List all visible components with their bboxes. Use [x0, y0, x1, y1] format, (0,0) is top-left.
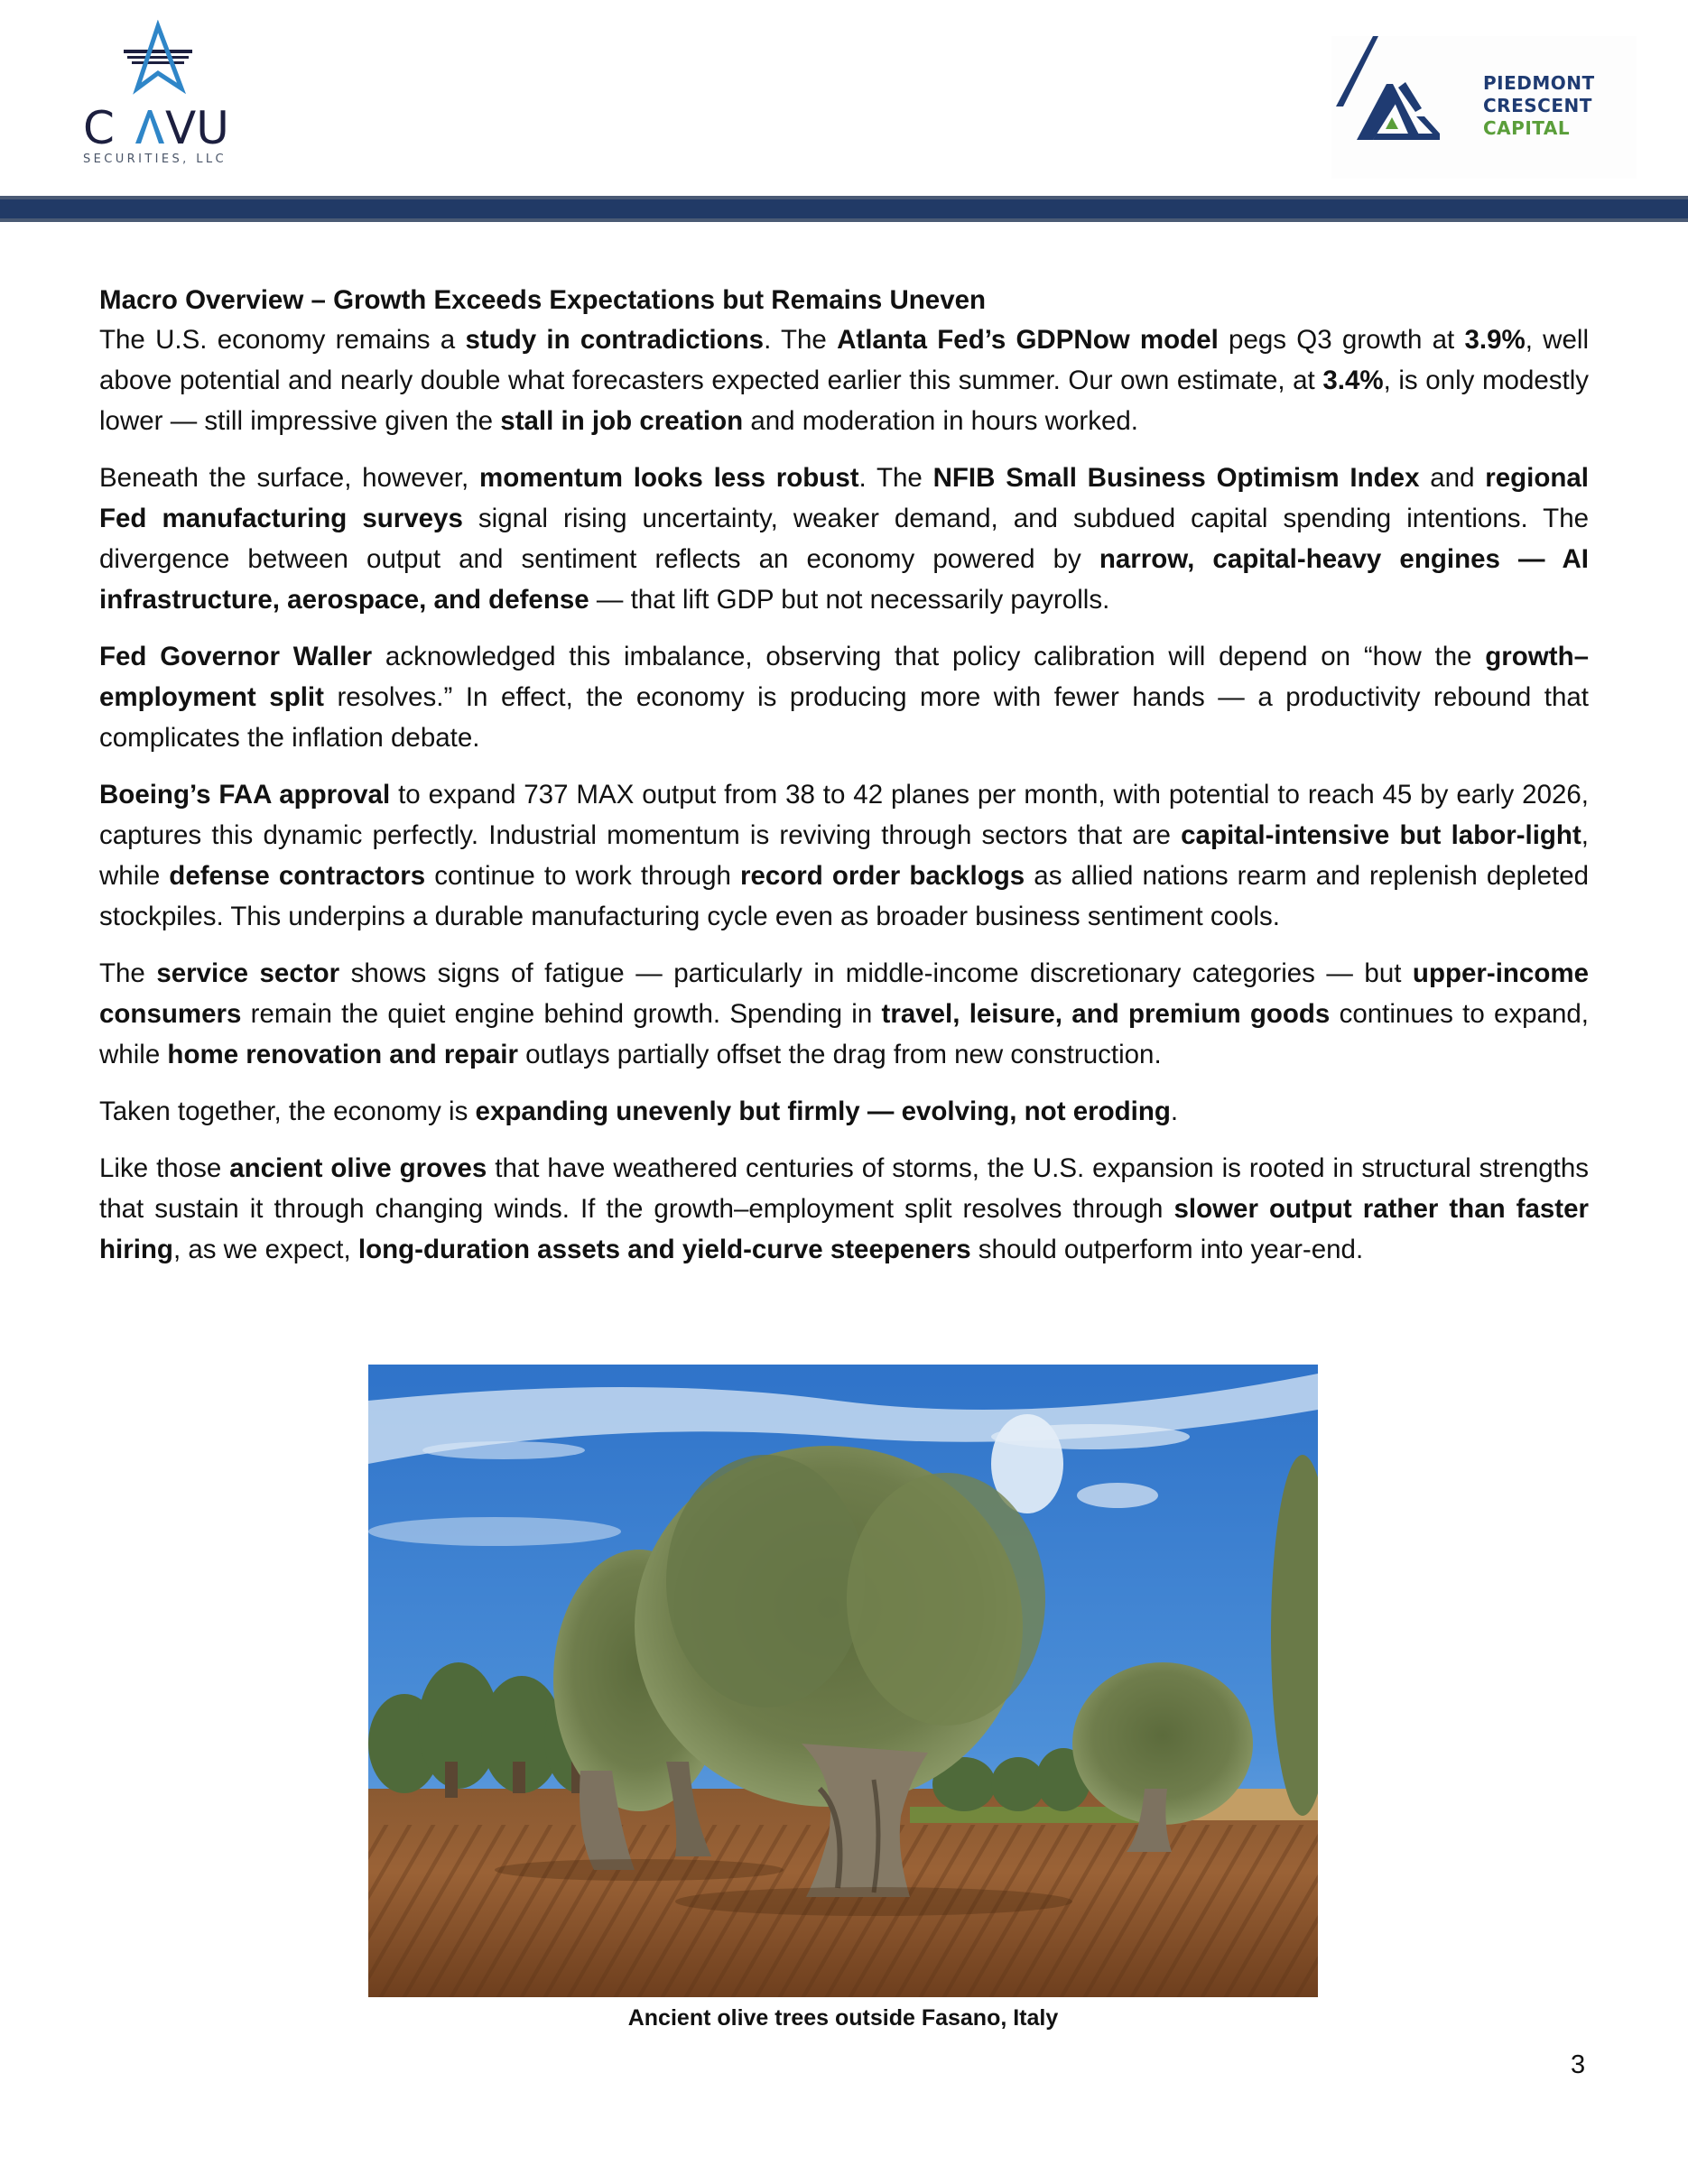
bold-phrase: study in contradictions [465, 325, 765, 355]
bold-phrase: NFIB Small Business Optimism Index [932, 463, 1420, 493]
bold-phrase: growth–employment split [99, 642, 1589, 712]
text-run: continue to work through [425, 861, 740, 891]
page-number: 3 [1571, 2050, 1586, 2079]
paragraph [99, 774, 1589, 937]
olive-trees-photo [368, 1365, 1318, 1997]
bold-phrase: narrow, capital-heavy engines — AI infrastructure, aerospace, and defense [99, 544, 1590, 615]
bold-phrase: ancient olive groves [229, 1153, 487, 1183]
section-heading: Macro Overview – Growth Exceeds Expectations but Remains Uneven [99, 285, 987, 315]
text-run: and [1419, 463, 1486, 493]
text-run: , as we expect, [172, 1235, 358, 1264]
text-run: Taken together, the economy is [99, 1097, 476, 1126]
bold-phrase: defense contractors [169, 861, 426, 891]
text-run: The [99, 958, 157, 988]
pcc-wordmark [1483, 72, 1595, 140]
text-run: — that lift GDP but not necessarily payrolls. [589, 585, 1110, 615]
paragraph [99, 636, 1589, 758]
text-run: , is only modestly lower — still impressive given the [99, 366, 1590, 436]
article-body [99, 282, 1589, 1286]
svg-text:SECURITIES, LLC: SECURITIES, LLC [83, 153, 227, 166]
paragraph [99, 458, 1589, 620]
bold-phrase: stall in job creation [500, 406, 744, 436]
svg-text:VU: VU [165, 102, 229, 154]
figure-caption: Ancient olive trees outside Fasano, Italy [627, 2005, 1059, 2031]
text-run: , well above potential and nearly double what forecasters expected earlier this summer. Our own estimate, at [99, 325, 1589, 395]
text-run: pegs Q3 growth at [1218, 325, 1465, 355]
cavu-securities-logo [72, 20, 235, 173]
text-run: shows signs of fatigue — particularly in middle-income discretionary categories — but [339, 958, 1413, 988]
header-rule-bottom [0, 218, 1688, 222]
text-run: outlays partially offset the drag from new construction. [517, 1040, 1162, 1069]
bold-phrase: travel, leisure, and premium goods [881, 999, 1331, 1029]
text-run: acknowledged this imbalance, observing that policy calibration will depend on “how the [372, 642, 1486, 671]
text-run: as allied nations rearm and replenish depleted stockpiles. This underpins a durable manufacturing cycle even as broader business sentiment cools. [99, 861, 1590, 931]
bold-phrase: momentum looks less robust [479, 463, 859, 493]
bold-phrase: home renovation and repair [167, 1040, 518, 1069]
text-run: The U.S. economy remains a [99, 325, 466, 355]
paragraph [99, 1148, 1589, 1270]
cavu-star-wings-icon [72, 20, 235, 173]
piedmont-crescent-capital-logo [1331, 36, 1637, 179]
bold-phrase: 3.9% [1464, 325, 1526, 355]
bold-phrase: regional Fed manufacturing surveys [99, 463, 1589, 533]
paragraph [99, 319, 1589, 441]
text-run: Beneath the surface, however, [99, 463, 480, 493]
bold-phrase: long-duration assets and yield-curve steepeners [357, 1235, 971, 1264]
bold-phrase: Boeing’s FAA approval [99, 780, 391, 810]
paragraph [99, 953, 1589, 1075]
paragraphs [99, 319, 1589, 1270]
text-run: . The [858, 463, 933, 493]
mountain-crescent-icon [1331, 36, 1476, 179]
pcc-line-capital: CAPITAL [1483, 117, 1571, 139]
header-rule [0, 199, 1688, 218]
bold-phrase: service sector [156, 958, 340, 988]
bold-phrase: Atlanta Fed’s GDPNow model [837, 325, 1219, 355]
text-run: . The [764, 325, 838, 355]
text-run: signal rising uncertainty, weaker demand, and subdued capital spending intentions. The divergence between output and sentiment reflects an economy powered by [99, 504, 1590, 574]
bold-phrase: Fed Governor Waller [99, 642, 373, 671]
text-run: continues to expand, while [99, 999, 1589, 1069]
pcc-line-crescent: CRESCENT [1483, 95, 1592, 116]
text-run: , while [99, 820, 1589, 891]
bold-phrase: capital-intensive but labor-light [1181, 820, 1581, 850]
paragraph [99, 1091, 1589, 1132]
bold-phrase: slower output rather than faster hiring [99, 1194, 1589, 1264]
text-run: to expand 737 MAX output from 38 to 42 planes per month, with potential to reach 45 by early 2026, captures this dynamic perfectly. Industrial momentum is reviving through sectors that are [99, 780, 1589, 850]
text-run: should outperform into year-end. [970, 1235, 1364, 1264]
bold-phrase: upper-income consumers [99, 958, 1589, 1029]
text-run: and moderation in hours worked. [743, 406, 1138, 436]
pcc-line-piedmont: PIEDMONT [1483, 72, 1595, 94]
bold-phrase: 3.4% [1322, 366, 1384, 395]
cavu-wordmark: C [83, 102, 115, 154]
text-run: . [1170, 1097, 1179, 1126]
bold-phrase: record order backlogs [739, 861, 1025, 891]
bold-phrase: expanding unevenly but firmly — evolving, not eroding [475, 1097, 1171, 1126]
text-run: Like those [99, 1153, 230, 1183]
text-run: remain the quiet engine behind growth. Spending in [241, 999, 882, 1029]
text-run: resolves.” In effect, the economy is producing more with fewer hands — a productivity rebound that complicates the inflation debate. [99, 682, 1589, 753]
text-run: that have weathered centuries of storms, the U.S. expansion is rooted in structural strengths that sustain it through changing winds. If the growth–employment split resolves through [99, 1153, 1589, 1224]
